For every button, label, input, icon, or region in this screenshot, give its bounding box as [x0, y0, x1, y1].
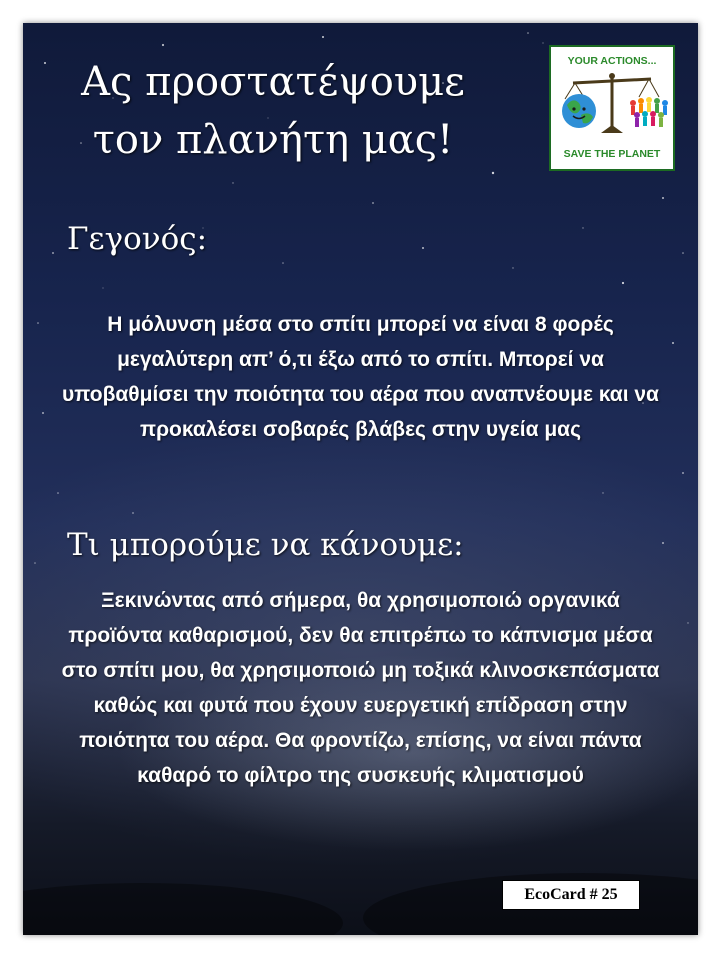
scale-earth-people-icon: [551, 69, 673, 139]
card-title: [63, 53, 483, 169]
eco-card: [23, 23, 698, 935]
your-actions-save-the-planet-logo: [549, 45, 675, 171]
fact-heading: Γεγονός:: [67, 221, 208, 257]
action-heading: Τι μπορούμε να κάνουμε:: [67, 527, 464, 563]
logo-top-text: YOUR ACTIONS...: [567, 55, 657, 67]
logo-bottom-text: SAVE THE PLANET: [563, 148, 661, 160]
fact-text: Η μόλυνση μέσα στο σπίτι μπορεί να είναι 8 φορές μεγαλύτερη απ’ ό,τι έξω από το σπίτι. Μπορεί να υποβαθμίσει την ποιότητα του αέρα που αναπνέουμε και να προκαλέσει σοβαρές βλάβες στην υγεία μας: [62, 313, 659, 441]
ecocard-number-badge: EcoCard # 25: [502, 880, 640, 910]
title-line-2: τον πλανήτη μας!: [92, 117, 454, 163]
title-line-1: Ας προστατέψουμε: [81, 59, 465, 105]
action-text: Ξεκινώντας από σήμερα, θα χρησιμοποιώ οργανικά προϊόντα καθαρισμού, δεν θα επιτρέπω το κάπνισμα μέσα στο σπίτι μου, θα χρησιμοποιώ μη τοξικά κλινοσκεπάσματα καθώς και φυτά που έχουν ευεργετική επίδραση στην ποιότητα του αέρα. Θα φροντίζω, επίσης, να είναι πάντα καθαρό το φίλτρο της συσκευής κλιματισμού: [61, 589, 660, 787]
